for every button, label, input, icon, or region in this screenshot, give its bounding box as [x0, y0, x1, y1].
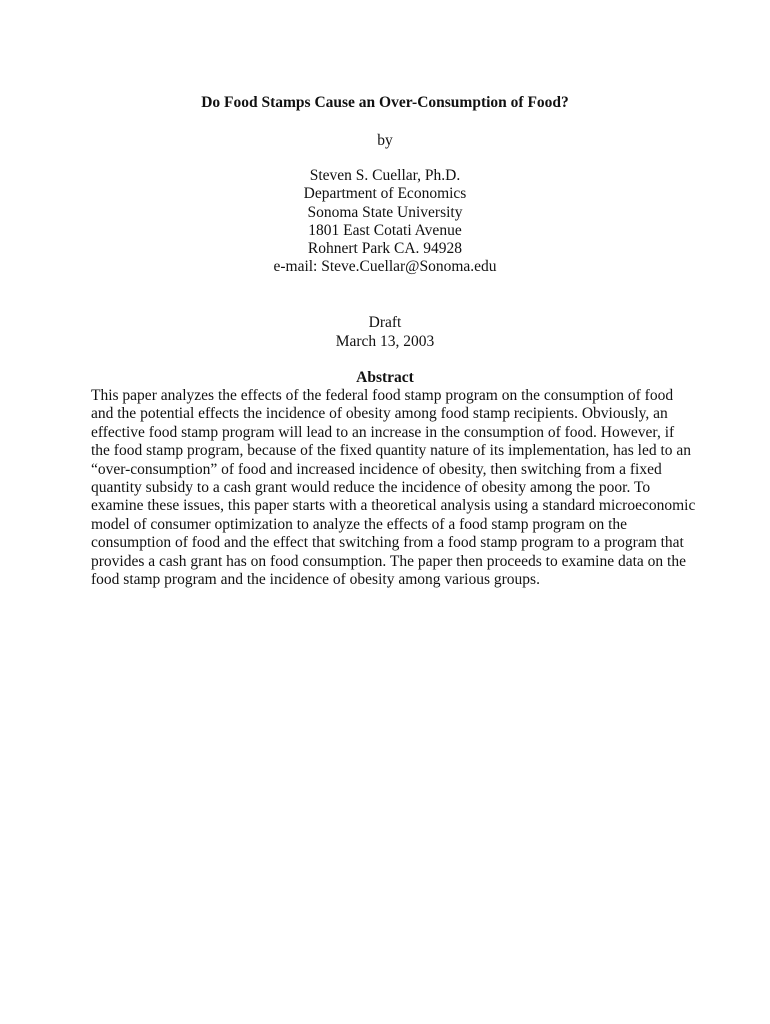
abstract-line: the food stamp program, because of the fixed quantity nature of its implementation, has led to an: [91, 442, 692, 460]
author-name: Steven S. Cuellar, Ph.D.: [309, 167, 461, 184]
abstract-line: examine these issues, this paper starts with a theoretical analysis using a standard microeconomic: [91, 497, 696, 515]
author-block: [0, 167, 770, 277]
abstract-body: [91, 387, 696, 589]
author-city: Rohnert Park CA. 94928: [307, 240, 463, 258]
abstract-line: “over-consumption” of food and increased incidence of obesity, then switching from a fixed: [91, 460, 662, 478]
abstract-heading: Abstract: [356, 369, 414, 386]
author-email: e-mail: Steve.Cuellar@Sonoma.edu: [273, 258, 497, 276]
draft-status: Draft: [368, 314, 402, 331]
abstract-line: and the potential effects the incidence of obesity among food stamp recipients. Obviously, an: [91, 405, 668, 423]
author-university: Sonoma State University: [307, 203, 463, 221]
abstract-line: effective food stamp program will lead to an increase in the consumption of food. However, if: [91, 423, 675, 441]
by-line: by: [377, 132, 393, 149]
draft-date: March 13, 2003: [335, 333, 435, 350]
abstract-line: model of consumer optimization to analyze the effects of a food stamp program on the: [91, 515, 628, 533]
draft-block: [0, 313, 770, 351]
abstract-line: food stamp program and the incidence of obesity among various groups.: [91, 571, 540, 589]
abstract-line: This paper analyzes the effects of the federal food stamp program on the consumption of food: [91, 387, 674, 404]
abstract-line: quantity subsidy to a cash grant would reduce the incidence of obesity among the poor. To: [91, 479, 651, 497]
author-department: Department of Economics: [303, 185, 467, 203]
abstract-line: consumption of food and the effect that switching from a food stamp program to a program that: [91, 534, 684, 552]
abstract-line: provides a cash grant has on food consumption. The paper then proceeds to examine data on the: [91, 552, 686, 570]
paper-title: Do Food Stamps Cause an Over-Consumption of Food?: [201, 94, 569, 111]
author-street: 1801 East Cotati Avenue: [308, 221, 462, 239]
